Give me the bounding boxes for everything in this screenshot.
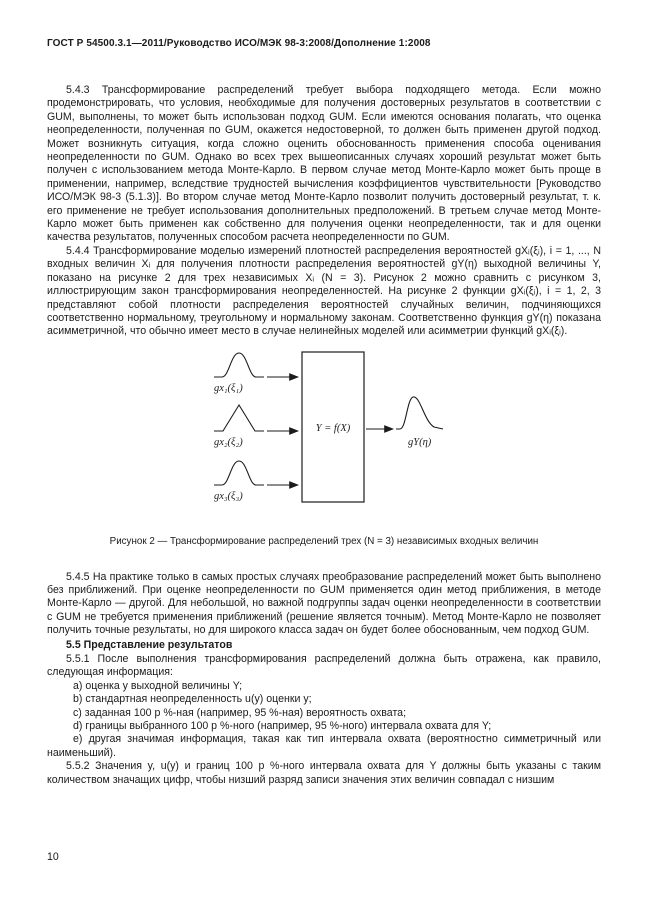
list-item-a: a) оценка y выходной величины Y; bbox=[73, 679, 243, 692]
input-pdf-label-3: gx₃(ξ₃) bbox=[214, 490, 243, 502]
input-pdf-label-1: gx₁(ξ₁) bbox=[214, 382, 243, 394]
section-heading-5-5: 5.5 Представление результатов bbox=[66, 638, 233, 651]
figure-2 bbox=[47, 349, 601, 549]
paragraph-5-5-1: 5.5.1 После выполнения трансформирования распределений должна быть отражена, как правило, следующая информация: bbox=[47, 652, 601, 679]
document-body bbox=[47, 84, 601, 787]
figure-2-diagram bbox=[212, 349, 448, 525]
paragraph-5-4-5: 5.4.5 На практике только в самых простых случаях преобразование распределений может быть выполнено без приближений. При оценке неопределенности по GUM применяется один метод приближения, в методе Монте-Карло — другой. Для небольшой, но важной подгруппы задач оценки неопределенности в соответствии с GUM не требуется применения приближений (решение является точным). Метод Монте-Карло не позволяет получить точные результаты, но для широкого класса задач он будет более обоснованным, чем подход GUM. bbox=[47, 570, 601, 637]
paragraph-5-4-3: 5.4.3 Трансформирование распределений требует выбора подходящего метода. Если можно продемонстрировать, что условия, необходимые для получения достоверных результатов в соответствии с GUM, выполнены, то может быть использован подход GUM. Если имеются основания полагать, что оценка неопределенности, полученная по GUM, окажется недостоверной, то должен быть применен другой подход. Может возникнуть ситуация, когда сложно оценить обоснованность применения способа оценивания неопределенности по GUM. Однако во всех трех вышеописанных случаях хороший результат может быть получен с использованием метода Монте-Карло. В первом случае метод Монте-Карло может быть проще в применении, например, вследствие трудностей вычисления коэффициентов чувствительности [Руководство ИСО/МЭК 98-3 (5.1.3)]. Во втором случае метод Монте-Карло позволит получить достоверный результат, т. к. его применение не требует использования дополнительных предположений. В третьем случае метод Монте-Карло может быть применен как собственно для получения оценки неопределенности, так и для оценки качества результатов, полученных способом расчета неопределенности по GUM. bbox=[47, 84, 601, 244]
list-item-c: c) заданная 100 p %-ная (например, 95 %-ная) вероятность охвата; bbox=[73, 706, 407, 719]
output-pdf-label: gY(η) bbox=[408, 436, 432, 448]
paragraph-5-5-2: 5.5.2 Значения y, u(y) и границ 100 p %-ного интервала охвата для Y должны быть указаны с таким количеством значащих цифр, чтобы низший разряд записи значения этих величин совпадал с низшим bbox=[47, 760, 601, 786]
list-item-e: e) другая значимая информация, такая как тип интервала охвата (вероятностно симметричный или наименьший). bbox=[47, 733, 601, 759]
model-box-label: Y = f(X) bbox=[315, 422, 351, 434]
paragraph-5-4-4: 5.4.4 Трансформирование моделью измерений плотностей распределения вероятностей gXᵢ(ξᵢ), i = 1, ..., N входных величин Xᵢ для получения плотности распределения вероятностей gY(η) выходной величины Y, показано на рисунке 2 для трех независимых Xᵢ (N = 3). Рисунок 2 можно сравнить с рисунком 3, иллюстрирующим закон трансформирования неопределенностей. На рисунке 2 функции gXᵢ(ξᵢ), i = 1, 2, 3 представляют собой плотности распределения вероятностей случайных величин, подчиняющихся соответственно нормальному, треугольному и нормальному законам. Соответственно функция gY(η) показана асимметричной, что обычно имеет место в случае нелинейных моделей или асимметрии функций gXᵢ(ξᵢ). bbox=[47, 244, 601, 338]
list-item-d: d) границы выбранного 100 p %-ного (например, 95 %-ного) интервала охвата для Y; bbox=[73, 720, 492, 732]
page-number: 10 bbox=[47, 851, 59, 863]
input-pdf-curve-2 bbox=[214, 405, 264, 431]
output-pdf-curve bbox=[396, 397, 443, 429]
list-item-b: b) стандартная неопределенность u(y) оценки y; bbox=[73, 693, 312, 706]
input-pdf-curve-3 bbox=[214, 461, 264, 485]
input-pdf-curve-1 bbox=[214, 353, 264, 377]
figure-2-caption: Рисунок 2 — Трансформирование распределений трех (N = 3) независимых входных величин bbox=[109, 536, 539, 548]
document-header-title: ГОСТ Р 54500.3.1—2011/Руководство ИСО/МЭК 98-3:2008/Дополнение 1:2008 bbox=[47, 38, 431, 49]
input-pdf-label-2: gx₂(ξ₂) bbox=[214, 436, 243, 448]
